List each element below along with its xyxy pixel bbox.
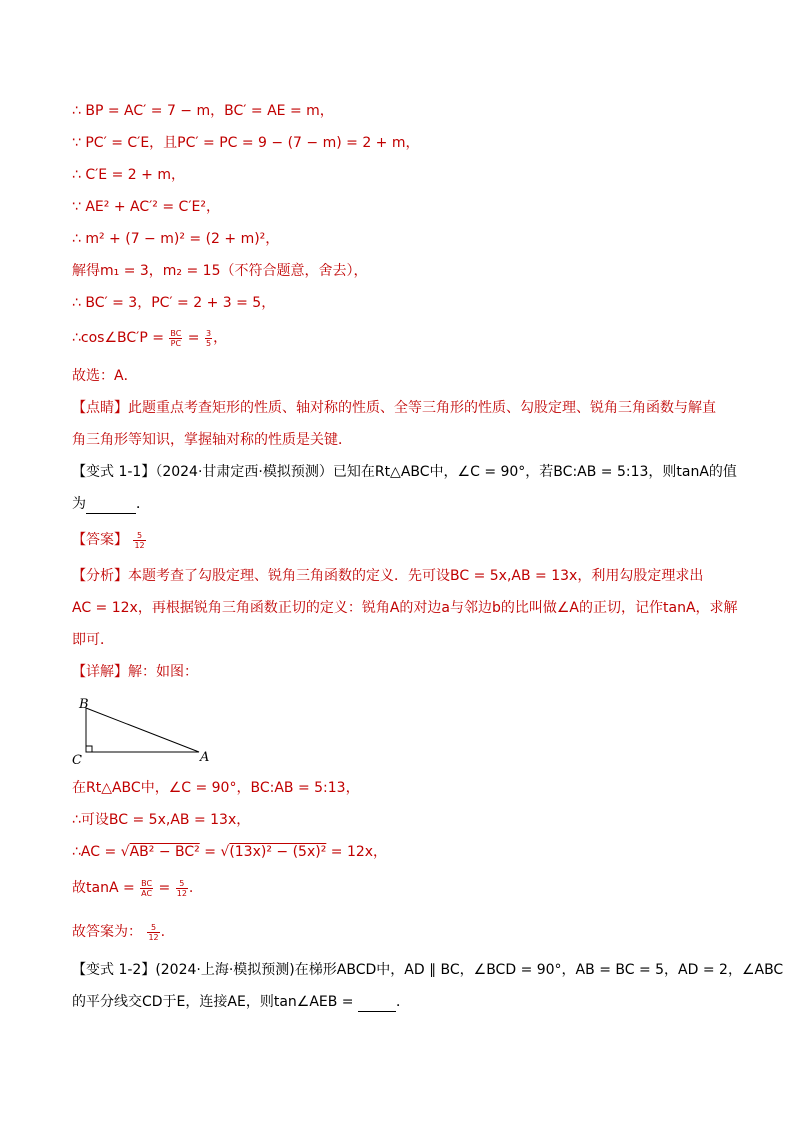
line-7: ∴ BC′ = 3，PC′ = 2 + 3 = 5， <box>72 295 276 311</box>
final-answer-text: 故答案为： <box>72 924 142 940</box>
detail-line-2: 在Rt△ABC中，∠C = 90°，BC:AB = 5:13， <box>72 780 360 796</box>
dianjing-line-1: 【点睛】此题重点考查矩形的性质、轴对称的性质、全等三角形的性质、勾股定理、锐角三角函数与解直 <box>72 400 716 416</box>
final-fraction: $\frac{5}{12}$ <box>148 922 159 942</box>
cos-text: ∴cos∠BC′P = <box>72 330 164 346</box>
answer-blank <box>86 499 136 514</box>
ac-text: ∴AC = <box>72 844 117 860</box>
detail-line: 【详解】解：如图： <box>72 664 198 680</box>
answer-blank-2 <box>358 997 396 1012</box>
label-a: A <box>200 750 210 765</box>
tan-text: 故tanA = <box>72 880 135 896</box>
variant-1-2-line-1: 【变式 1-2】(2024·上海·模拟预测)在梯形ABCD中，AD ∥ BC，∠BCD = 90°，AB = BC = 5，AD = 2，∠ABC <box>72 962 784 978</box>
analysis-line-3: 即可． <box>72 632 114 648</box>
sqrt-1: √AB² − BC² <box>120 844 200 860</box>
variant-1-2-text: 的平分线交CD于E，连接AE，则tan∠AEB = <box>72 994 354 1010</box>
variant-1-1-wei: 为 <box>72 496 86 512</box>
variant-1-2-line-2: 的平分线交CD于E，连接AE，则tan∠AEB = ． <box>72 994 410 1010</box>
line-6: 解得m₁ = 3，m₂ = 15（不符合题意，舍去）， <box>72 263 368 279</box>
variant-1-1-line-2: 为 ． <box>72 496 150 512</box>
cos-result-fraction: $\frac{3}{5}$ <box>205 328 212 348</box>
variant-1-1-line-1: 【变式 1-1】（2024·甘肃定西·模拟预测）已知在Rt△ABC中，∠C = 90°，若BC:AB = 5:13，则tanA的值 <box>72 464 737 480</box>
line-1: ∴ BP = AC′ = 7 − m，BC′ = AE = m， <box>72 103 334 119</box>
line-2: ∵ PC′ = C′E，且PC′ = PC = 9 − (7 − m) = 2 + m， <box>72 135 420 151</box>
tan-result-fraction: $\frac{5}{12}$ <box>176 878 187 898</box>
line-3: ∴ C′E = 2 + m， <box>72 167 185 183</box>
answer-fraction: $\frac{5}{12}$ <box>134 530 145 550</box>
right-triangle-diagram <box>72 694 222 768</box>
sqrt-2: √(13x)² − (5x)² <box>220 844 327 860</box>
detail-line-3: ∴可设BC = 5x,AB = 13x， <box>72 812 251 828</box>
tan-line: 故tanA = $\frac{BC}{AC}$ = $\frac{5}{12}$ . <box>72 878 194 898</box>
answer-label: 【答案】 <box>72 532 128 548</box>
cos-fraction: $\frac{BC}{PC}$ <box>170 328 182 348</box>
label-b: B <box>79 697 89 712</box>
sqrt-line: ∴AC = √AB² − BC² = √(13x)² − (5x)² = 12x， <box>72 844 388 860</box>
sqrt-result: = 12x， <box>330 844 388 860</box>
analysis-line-2: AC = 12x，再根据锐角三角函数正切的定义：锐角A的对边a与邻边b的比叫做∠A的正切，记作tanA，求解 <box>72 600 738 616</box>
dianjing-line-2: 角三角形等知识，掌握轴对称的性质是关键． <box>72 432 352 448</box>
choice-line: 故选：A． <box>72 368 138 384</box>
answer-line <box>72 530 147 550</box>
final-answer-line: 故答案为： $\frac{5}{12}$ . <box>72 922 166 942</box>
line-5: ∴ m² + (7 − m)² = (2 + m)²， <box>72 231 280 247</box>
analysis-line-1: 【分析】本题考查了勾股定理、锐角三角函数的定义．先可设BC = 5x,AB = 13x，利用勾股定理求出 <box>72 568 704 584</box>
tan-fraction: $\frac{BC}{AC}$ <box>141 878 153 898</box>
label-c: C <box>72 753 82 768</box>
cos-line: ∴cos∠BC′P = $\frac{BC}{PC}$ = $\frac{3}{5}$ ， <box>72 328 228 348</box>
line-4: ∵ AE² + AC′² = C′E²， <box>72 199 220 215</box>
